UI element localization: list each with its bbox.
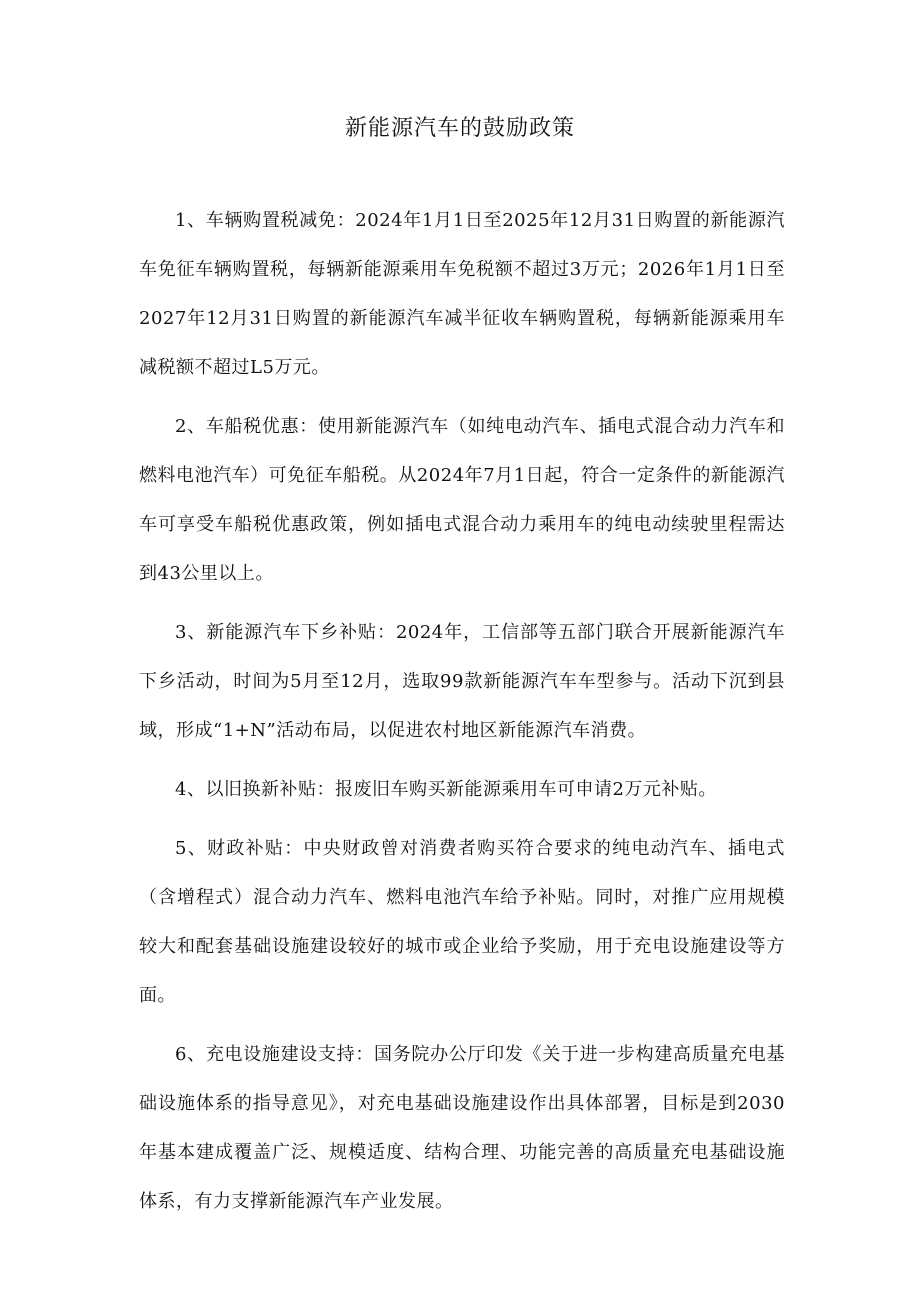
- policy-paragraph-5: 5、财政补贴：中央财政曾对消费者购买符合要求的纯电动汽车、插电式（含增程式）混合动力汽车、燃料电池汽车给予补贴。同时，对推广应用规模较大和配套基础设施建设较好的城市或企业给予奖励，用于充电设施建设等方面。: [139, 838, 785, 1006]
- policy-paragraph-2: 2、车船税优惠：使用新能源汽车（如纯电动汽车、插电式混合动力汽车和燃料电池汽车）可免征车船税。从2024年7月1日起，符合一定条件的新能源汽车可享受车船税优惠政策，例如插电式混合动力乘用车的纯电动续驶里程需达到43公里以上。: [139, 416, 785, 584]
- document-title: 新能源汽车的鼓励政策: [344, 116, 575, 141]
- policy-paragraph-6: 6、充电设施建设支持：国务院办公厅印发《关于进一步构建高质量充电基础设施体系的指导意见》，对充电基础设施建设作出具体部署，目标是到2030年基本建成覆盖广泛、规模适度、结构合理、功能完善的高质量充电基础设施体系，有力支撑新能源汽车产业发展。: [139, 1044, 785, 1212]
- policy-paragraph-1: 1、车辆购置税减免：2024年1月1日至2025年12月31日购置的新能源汽车免征车辆购置税，每辆新能源乘用车免税额不超过3万元；2026年1月1日至2027年12月31日购置的新能源汽车减半征收车辆购置税，每辆新能源乘用车减税额不超过L5万元。: [139, 210, 785, 378]
- policy-paragraph-4: 4、以旧换新补贴：报废旧车购买新能源乘用车可申请2万元补贴。: [175, 779, 717, 800]
- document-body: [139, 196, 785, 1226]
- policy-paragraph-3: 3、新能源汽车下乡补贴：2024年，工信部等五部门联合开展新能源汽车下乡活动，时间为5月至12月，选取99款新能源汽车车型参与。活动下沉到县域，形成“1+N”活动布局，以促进农村地区新能源汽车消费。: [139, 622, 785, 741]
